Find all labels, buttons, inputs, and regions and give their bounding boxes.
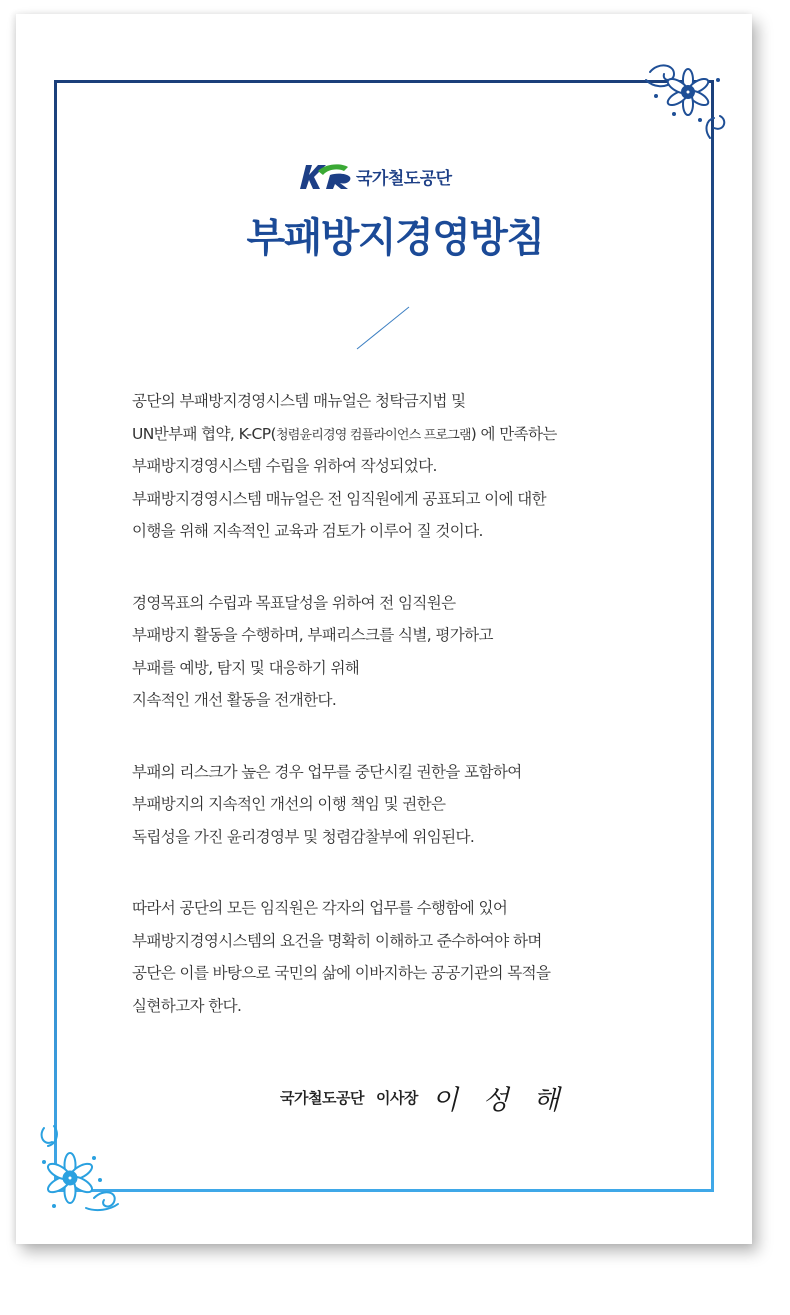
text-line: 독립성을 가진 윤리경영부 및 청렴감찰부에 위임된다. <box>132 827 475 846</box>
text-line: UN반부패 협약, K-CP(청렴윤리경영 컴플라이언스 프로그램) 에 만족하는 <box>132 424 557 443</box>
logo-text: 국가철도공단 <box>356 168 452 189</box>
signature-block <box>280 1078 567 1117</box>
signature-role: 이사장 <box>375 1089 418 1107</box>
paragraph <box>132 756 652 854</box>
signature-name: 이 성 해 <box>431 1085 568 1116</box>
text-line: 실현하고자 한다. <box>132 996 242 1015</box>
kr-logo-icon <box>296 161 354 191</box>
text-line: 부패를 예방, 탐지 및 대응하기 위해 <box>132 658 360 677</box>
policy-body <box>132 385 652 1061</box>
text-line: 부패방지경영시스템 매뉴얼은 전 임직원에게 공표되고 이에 대한 <box>132 489 547 508</box>
text-line: 이행을 위해 지속적인 교육과 검토가 이루어 질 것이다. <box>132 522 483 540</box>
text-line: 공단의 부패방지경영시스템 매뉴얼은 청탁금지법 및 <box>132 392 466 410</box>
flower-ornament-icon <box>34 1122 120 1212</box>
signature-organization: 국가철도공단 <box>280 1089 364 1107</box>
text-line: 따라서 공단의 모든 임직원은 각자의 업무를 수행함에 있어 <box>132 899 508 917</box>
text-line: 공단은 이를 바탕으로 국민의 삶에 이바지하는 공공기관의 목적을 <box>132 964 551 982</box>
text-line: 경영목표의 수립과 목표달성을 위하여 전 임직원은 <box>132 593 456 612</box>
text-line: 부패방지 활동을 수행하며, 부패리스크를 식별, 평가하고 <box>132 626 493 644</box>
text-line: 부패방지경영시스템의 요건을 명확히 이해하고 준수하여야 하며 <box>132 931 542 950</box>
text-line: 부패의 리스크가 높은 경우 업무를 중단시킬 권한을 포함하여 <box>132 762 522 781</box>
slash-divider-icon <box>355 305 411 351</box>
page-title: 부패방지경영방침 <box>246 215 544 261</box>
paragraph <box>132 892 652 1022</box>
text-line: 지속적인 개선 활동을 전개한다. <box>132 691 337 709</box>
text-line: 부패방지의 지속적인 개선의 이행 책임 및 권한은 <box>132 795 446 813</box>
flower-ornament-icon <box>644 58 730 142</box>
text-line: 부패방지경영시스템 수립을 위하여 작성되었다. <box>132 457 437 475</box>
paragraph <box>132 587 652 717</box>
paragraph <box>132 385 652 548</box>
company-logo <box>296 160 452 192</box>
